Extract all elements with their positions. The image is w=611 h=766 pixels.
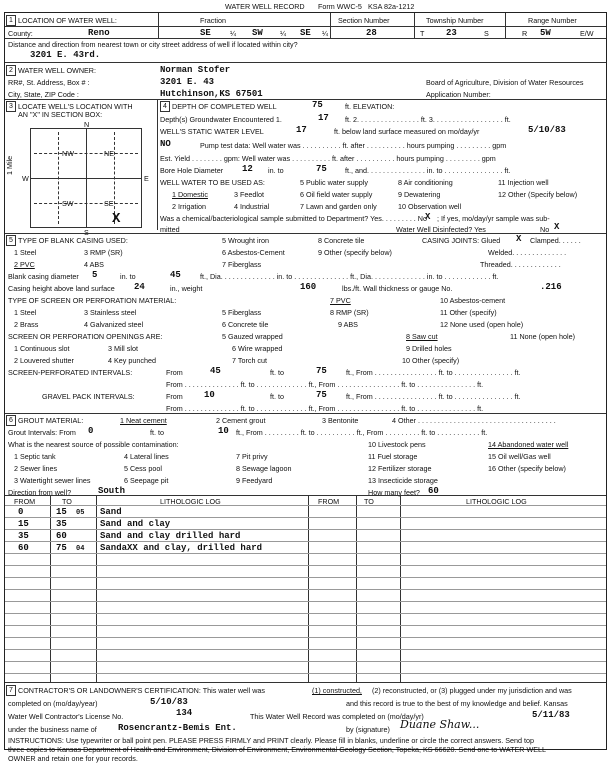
business-name-value: Rosencrantz-Bemis Ent.: [118, 723, 237, 733]
bore-depth-value: 75: [316, 164, 327, 174]
log-row-to: 35: [56, 519, 67, 529]
instructions-line-3: OWNER and retain one for your records.: [8, 754, 138, 763]
gravel-from-value: 10: [204, 390, 215, 400]
record-completed-date: 5/11/83: [532, 710, 570, 720]
log-grid-line: [5, 649, 606, 650]
log-from-header-right: FROM: [318, 497, 340, 506]
static-level-label: WELL'S STATIC WATER LEVEL: [160, 127, 264, 136]
screen-option: 10 Asbestos-cement: [440, 296, 506, 305]
license-label: Water Well Contractor's License No.: [8, 712, 124, 721]
interval-row-rest: ft., From . . . . . . . . . . . . . . . . ft. to . . . . . . . . . . . . . . . ft.: [346, 392, 521, 401]
log-grid-line: [5, 529, 606, 530]
locate-label-1: LOCATE WELL'S LOCATION WITH: [18, 102, 133, 111]
log-grid-line: [5, 517, 606, 518]
log-grid-line: [5, 577, 606, 578]
use-option: 12 Other (Specify below): [498, 190, 578, 199]
opening-option-saw-cut: 8 Saw cut: [406, 332, 438, 341]
log-grid-line: [5, 565, 606, 566]
log-grid-line: [5, 613, 606, 614]
wall-thickness-value: .216: [540, 282, 562, 292]
casing-option: 5 Wrought iron: [222, 236, 270, 245]
screen-option: 4 Galvanized steel: [84, 320, 144, 329]
contam-option: 4 Lateral lines: [124, 452, 169, 461]
static-level-date: 5/10/83: [528, 125, 566, 135]
log-row-note: 04: [76, 545, 85, 553]
section-number-label: Section Number: [338, 16, 390, 25]
completed-label: completed on (mo/day/year): [8, 699, 98, 708]
log-grid-line: [5, 637, 606, 638]
log-grid-line: [5, 625, 606, 626]
use-option: 2 Irrigation: [172, 202, 206, 211]
opening-option: 11 None (open hole): [510, 332, 575, 341]
log-row-desc: Sand: [100, 507, 122, 517]
casing-joints-label: CASING JOINTS: Glued: [422, 236, 501, 245]
east-label: E: [144, 174, 149, 183]
casing-depth-value: 45: [170, 270, 181, 280]
casing-diameter-rest: ft., Dia. . . . . . . . . . . . . . in. to . . . . . . . . . . . . . . ft., Dia. . . . . . . . . . . . . . in. to . . . . . . . . . . . . ft.: [200, 272, 499, 281]
ksa-number: KSA 82a-1212: [368, 2, 415, 11]
log-grid-line: [5, 505, 606, 506]
threaded-label: Threaded. . . . . . . . . . . . .: [480, 260, 561, 269]
contam-option: 13 Insecticide storage: [368, 476, 438, 485]
screen-from-value: 45: [210, 366, 221, 376]
casing-type-label: TYPE OF BLANK CASING USED:: [18, 236, 128, 245]
wall-thickness-label: lbs./ft. Wall thickness or gauge No.: [342, 284, 453, 293]
certification-other-options: (2) reconstructed, or (3) plugged under my jurisdiction and was: [372, 686, 572, 695]
casing-height-value: 24: [134, 282, 145, 292]
chem-sample-no-mark: X: [425, 212, 431, 222]
casing-weight-value: 160: [300, 282, 317, 292]
opening-option: 9 Drilled holes: [406, 344, 452, 353]
ew-label: E/W: [580, 29, 594, 38]
section-1-number: 1: [6, 15, 16, 26]
casing-option: 9 Other (specify below): [318, 248, 392, 257]
se-label: SE: [104, 199, 114, 208]
quarter-label-3: ¼: [322, 29, 328, 38]
interval-row-blank: From . . . . . . . . . . . . . . ft. to . . . . . . . . . . . . . ft., From . . . . . . . . . . . . . . . . ft. to . . . . . . . . . . . . . . . ft.: [166, 380, 484, 389]
screen-option: 6 Concrete tile: [222, 320, 269, 329]
casing-diameter-to: in. to: [120, 272, 136, 281]
opening-option: 4 Key punched: [108, 356, 156, 365]
section-2-number: 2: [6, 65, 16, 76]
nw-label: NW: [62, 149, 74, 158]
disinfected-label: Water Well Disinfected? Yes: [396, 225, 486, 234]
signature: Duane Shaw...: [400, 718, 480, 731]
signature-label: by (signature): [346, 725, 390, 734]
contam-option: 2 Sewer lines: [14, 464, 58, 473]
log-row-to: 60: [56, 531, 67, 541]
contam-option-abandoned-well: 14 Abandoned water well: [488, 440, 569, 449]
application-number-label: Application Number:: [426, 90, 491, 99]
screen-option: 9 ABS: [338, 320, 358, 329]
casing-option: 1 Steel: [14, 248, 37, 257]
groundwater-label: Depth(s) Groundwater Encountered 1.: [160, 115, 282, 124]
contam-option: 7 Pit privy: [236, 452, 268, 461]
instructions-line-2: three copies to Kansas Department of Health and Environment, Division of Environment, Environmental Geology Section, Topeka, KS 66620. Send one to WATER WELL: [8, 745, 547, 754]
contamination-label: What is the nearest source of possible contamination:: [8, 440, 179, 449]
certification-label: CONTRACTOR'S OR LANDOWNER'S CERTIFICATION: This water well was: [18, 686, 266, 695]
casing-option: 7 Fiberglass: [222, 260, 262, 269]
log-row-from: 15: [18, 519, 29, 529]
log-row-desc: SandaXX and clay, drilled hard: [100, 543, 263, 553]
interval-row-blank: From . . . . . . . . . . . . . . ft. to . . . . . . . . . . . . . ft., From . . . . . . . . . . . . . . . . ft. to . . . . . . . . . . . . . . . ft.: [166, 404, 484, 413]
elevation-label: ft. ELEVATION:: [345, 102, 395, 111]
south-label: S: [84, 228, 89, 237]
casing-diameter-label: Blank casing diameter: [8, 272, 79, 281]
bore-rest: ft., and. . . . . . . . . . . . . . . in. to . . . . . . . . . . . . . . . ft.: [345, 166, 511, 175]
casing-option: 4 ABS: [84, 260, 104, 269]
from-label: From: [166, 368, 183, 377]
log-to-header-left: TO: [62, 497, 72, 506]
t-label: T: [420, 29, 425, 38]
depth-label: DEPTH OF COMPLETED WELL: [172, 102, 277, 111]
county-value: Reno: [88, 28, 110, 38]
owner-value: Norman Stofer: [160, 65, 231, 75]
direction-label: Direction from well?: [8, 488, 72, 497]
bore-to-label: in. to: [268, 166, 284, 175]
contam-option: 9 Feedyard: [236, 476, 273, 485]
screen-option: 5 Fiberglass: [222, 308, 262, 317]
range-label: Range Number: [528, 16, 577, 25]
certification-constructed: (1) constructed,: [312, 686, 362, 695]
use-option: 11 Injection well: [498, 178, 549, 187]
county-label: County:: [8, 29, 33, 38]
direction-value: South: [98, 486, 126, 496]
fraction-label: Fraction: [200, 16, 226, 25]
log-grid-line: [5, 601, 606, 602]
screen-option: 12 None used (open hole): [440, 320, 524, 329]
chem-sample-rest: ; If yes, mo/day/yr sample was sub-: [437, 214, 550, 223]
from-label: From: [166, 392, 183, 401]
grout-option: 3 Bentonite: [322, 416, 359, 425]
use-option: 8 Air conditioning: [398, 178, 453, 187]
use-option-domestic: 1 Domestic: [172, 190, 208, 199]
instructions-line-1: INSTRUCTIONS: Use typewriter or ball point pen. PLEASE PRESS FIRMLY and PRINT clearly. Please fill in blanks, underline or circle the correct answers. Send top: [8, 736, 534, 745]
casing-option: 3 RMP (SR): [84, 248, 123, 257]
log-row-note: 05: [76, 509, 85, 517]
completed-rest: and this record is true to the best of my knowledge and belief. Kansas: [346, 699, 568, 708]
use-label: WELL WATER TO BE USED AS:: [160, 178, 265, 187]
opening-option: 6 Wire wrapped: [232, 344, 283, 353]
board-label: Board of Agriculture, Division of Water Resources: [426, 78, 584, 87]
township-label: Township Number: [426, 16, 484, 25]
grout-intervals-label: Grout Intervals: From: [8, 428, 76, 437]
quarter-label-1: ¼: [230, 29, 236, 38]
clamped-label: Clamped. . . . . .: [530, 236, 581, 245]
contam-option: 15 Oil well/Gas well: [488, 452, 551, 461]
casing-diameter-value: 5: [92, 270, 98, 280]
log-grid-line: [5, 553, 606, 554]
interval-row-rest: ft., From . . . . . . . . . . . . . . . . ft. to . . . . . . . . . . . . . . . ft.: [346, 368, 521, 377]
casing-option: 6 Asbestos-Cement: [222, 248, 285, 257]
screen-option: 1 Steel: [14, 308, 37, 317]
pump-test-line-1: Pump test data: Well water was . . . . . . . . . . ft. after . . . . . . . . . . hours pumping . . . . . . . . . gpm: [200, 141, 507, 150]
grout-to-value: 10: [218, 426, 229, 436]
section-6-number: 6: [6, 415, 16, 426]
north-label: N: [84, 120, 90, 129]
screen-option: 2 Brass: [14, 320, 39, 329]
pump-test-no: NO: [160, 139, 171, 149]
use-option: 10 Observation well: [398, 202, 462, 211]
log-row-desc: Sand and clay: [100, 519, 171, 529]
contam-option: 8 Sewage lagoon: [236, 464, 292, 473]
opening-option: 2 Louvered shutter: [14, 356, 74, 365]
log-grid-line: [5, 661, 606, 662]
chem-sample-label: Was a chemical/bacteriological sample submitted to Department? Yes. . . . . . . . . No: [160, 214, 427, 223]
license-value: 134: [176, 708, 193, 718]
fraction-2: SW: [252, 28, 263, 38]
ft-to-label: ft. to: [270, 392, 284, 401]
use-option: 4 Industrial: [234, 202, 270, 211]
static-level-rest: ft. below land surface measured on mo/day/yr: [334, 127, 480, 136]
casing-height-label: Casing height above land surface: [8, 284, 115, 293]
section-5-number: 5: [6, 235, 16, 246]
log-row-from: 0: [18, 507, 24, 517]
address-label: RR#, St. Address, Box # :: [8, 78, 90, 87]
grout-label: GROUT MATERIAL:: [18, 416, 84, 425]
opening-option: 3 Mill slot: [108, 344, 138, 353]
screen-option-pvc: 7 PVC: [330, 296, 351, 305]
contam-option: 3 Watertight sewer lines: [14, 476, 91, 485]
use-option: 7 Lawn and garden only: [300, 202, 377, 211]
log-row-from: 35: [18, 531, 29, 541]
gravel-to-value: 75: [316, 390, 327, 400]
casing-option-pvc: 2 PVC: [14, 260, 35, 269]
distance-value: 3201 E. 43rd.: [30, 50, 101, 60]
section-7-number: 7: [6, 685, 16, 696]
log-grid-line: [5, 673, 606, 674]
locate-label-2: AN "X" IN SECTION BOX:: [18, 110, 103, 119]
casing-option: 8 Concrete tile: [318, 236, 365, 245]
s-label: S: [484, 29, 489, 38]
opening-option: 5 Gauzed wrapped: [222, 332, 283, 341]
depth-value: 75: [312, 100, 323, 110]
ft-to-label: ft. to: [270, 368, 284, 377]
gravel-pack-label: GRAVEL PACK INTERVALS:: [42, 392, 135, 401]
owner-label: WATER WELL OWNER:: [18, 66, 96, 75]
contam-option: 10 Livestock pens: [368, 440, 426, 449]
grout-option: 2 Cement grout: [216, 416, 266, 425]
log-row-to: 75: [56, 543, 67, 553]
log-row-desc: Sand and clay drilled hard: [100, 531, 241, 541]
location-label: LOCATION OF WATER WELL:: [18, 16, 117, 25]
range-value: 5W: [540, 28, 551, 38]
log-litho-header-left: LITHOLOGIC LOG: [160, 497, 221, 506]
bore-diameter-value: 12: [242, 164, 253, 174]
opening-option: 10 Other (specify): [402, 356, 460, 365]
casing-joints-glued-mark: X: [516, 234, 522, 244]
how-many-feet-label: How many feet?: [368, 488, 420, 497]
sw-label: SW: [62, 199, 74, 208]
log-grid-line: [5, 541, 606, 542]
r-label: R: [522, 29, 528, 38]
feet-value: 60: [428, 486, 439, 496]
fraction-1: SE: [200, 28, 211, 38]
bore-label: Bore Hole Diameter: [160, 166, 224, 175]
screen-to-value: 75: [316, 366, 327, 376]
city-label: City, State, ZIP Code :: [8, 90, 79, 99]
grout-option: 4 Other . . . . . . . . . . . . . . . . . . . . . . . . . . . . . . . . . . .: [392, 416, 556, 425]
use-option: 3 Feedlot: [234, 190, 264, 199]
screen-option: 11 Other (specify): [440, 308, 497, 317]
screen-option: 8 RMP (SR): [330, 308, 369, 317]
use-option: 6 Oil field water supply: [300, 190, 373, 199]
casing-weight-label: in., weight: [170, 284, 203, 293]
fraction-3: SE: [300, 28, 311, 38]
form-number: Form WWC-5: [318, 2, 362, 11]
grout-from-value: 0: [88, 426, 94, 436]
screen-intervals-label: SCREEN-PERFORATED INTERVALS:: [8, 368, 133, 377]
groundwater-rest: ft. 2. . . . . . . . . . . . . . . . ft. 3. . . . . . . . . . . . . . . . . . ft.: [345, 115, 511, 124]
contam-option: 16 Other (specify below): [488, 464, 566, 473]
contam-option: 11 Fuel storage: [368, 452, 418, 461]
mile-label: 1 Mile: [5, 155, 14, 175]
groundwater-1-value: 17: [318, 113, 329, 123]
ne-label: NE: [104, 149, 114, 158]
contam-option: 1 Septic tank: [14, 452, 56, 461]
static-level-value: 17: [296, 125, 307, 135]
use-option: 5 Public water supply: [300, 178, 368, 187]
address-value: 3201 E. 43: [160, 77, 215, 87]
screen-type-label: TYPE OF SCREEN OR PERFORATION MATERIAL:: [8, 296, 177, 305]
contam-option: 5 Cess pool: [124, 464, 162, 473]
ft-to-label: ft. to: [150, 428, 164, 437]
section-4-number: 4: [160, 101, 170, 112]
welded-label: Welded. . . . . . . . . . . . . .: [488, 248, 567, 257]
section-value: 28: [366, 28, 377, 38]
use-option: 9 Dewatering: [398, 190, 441, 199]
log-to-header-right: TO: [364, 497, 374, 506]
quarter-label-2: ¼: [280, 29, 286, 38]
township-value: 23: [446, 28, 457, 38]
opening-option: 1 Continuous slot: [14, 344, 70, 353]
log-litho-header-right: LITHOLOGIC LOG: [466, 497, 527, 506]
screen-option: 3 Stainless steel: [84, 308, 137, 317]
completed-date-value: 5/10/83: [150, 697, 188, 707]
section-3-number: 3: [6, 101, 16, 112]
mitted-label: mitted: [160, 225, 180, 234]
contam-option: 6 Seepage pit: [124, 476, 169, 485]
west-label: W: [22, 174, 29, 183]
log-row-from: 60: [18, 543, 29, 553]
well-location-mark: X: [112, 211, 121, 227]
distance-label: Distance and direction from nearest town or city street address of well if located within city?: [8, 40, 298, 49]
grout-option-neat-cement: 1 Neat cement: [120, 416, 167, 425]
disinfected-no-label: No: [540, 225, 550, 234]
openings-label: SCREEN OR PERFORATION OPENINGS ARE:: [8, 332, 163, 341]
record-completed-label: This Water Well Record was completed on (mo/day/yr): [250, 712, 424, 721]
log-from-header-left: FROM: [14, 497, 36, 506]
pump-test-line-2: Est. Yield . . . . . . . . gpm: Well water was . . . . . . . . . . ft. after . . . . . . . . . . hours pumping . . . . . . . . . gpm: [160, 154, 496, 163]
form-title: WATER WELL RECORD: [225, 2, 305, 11]
city-value: Hutchinson,KS 67501: [160, 89, 263, 99]
log-grid-line: [5, 589, 606, 590]
log-row-to: 15: [56, 507, 67, 517]
contam-option: 12 Fertilizer storage: [368, 464, 432, 473]
opening-option: 7 Torch cut: [232, 356, 268, 365]
grout-rest: ft., From . . . . . . . . . ft. to . . . . . . . . . . ft., From . . . . . . . . . ft. to . . . . . . . . . . . ft.: [236, 428, 488, 437]
disinfected-no-mark: X: [554, 222, 560, 232]
business-name-label: under the business name of: [8, 725, 97, 734]
